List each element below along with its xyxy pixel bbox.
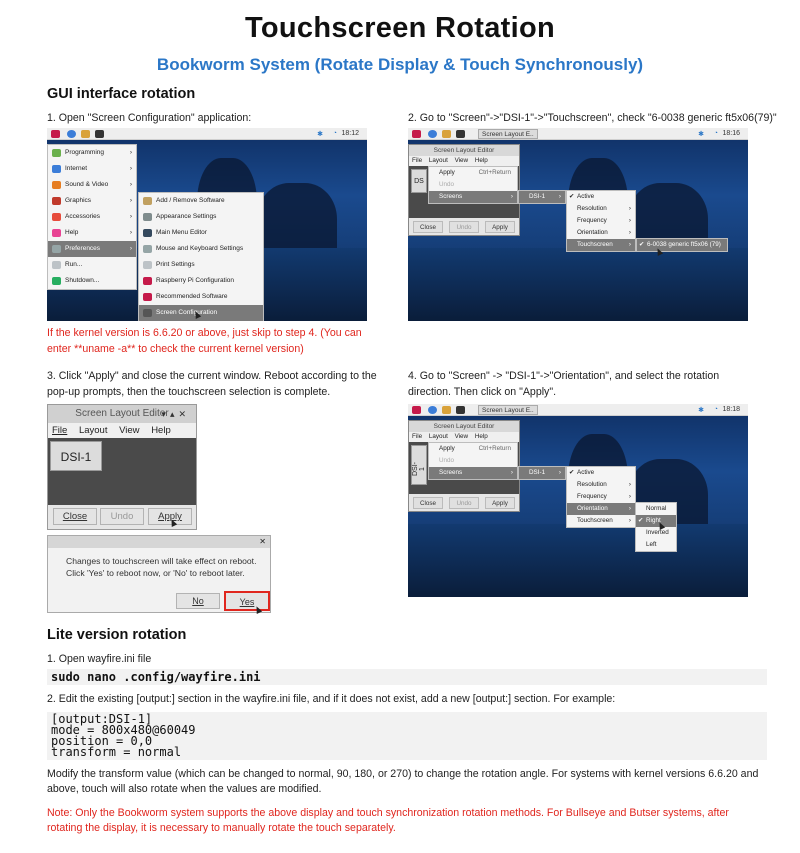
lite-step1-text: 1. Open wayfire.ini file <box>47 653 152 665</box>
undo-button[interactable]: Undo <box>100 508 144 525</box>
lite-step2-text: 2. Edit the existing [output:] section in the wayfire.ini file, and if it does not exist, add a new [output:] section. For example: <box>47 693 616 705</box>
close-button[interactable]: Close <box>413 497 443 509</box>
dsi-resolution[interactable]: Resolution › <box>577 205 631 212</box>
apply-button[interactable]: Apply <box>485 221 515 233</box>
submenu-screen-configuration[interactable]: Screen Configuration <box>139 305 263 321</box>
dsi-touchscreen[interactable]: Touchscreen › <box>577 517 631 524</box>
dsi-box[interactable]: DS <box>411 169 427 193</box>
menu-item-preferences[interactable]: Preferences › <box>48 241 136 257</box>
folder-icon[interactable] <box>442 406 451 414</box>
step1-text: 1. Open "Screen Configuration" application: <box>47 112 252 124</box>
submenu-appearance-settings[interactable]: Appearance Settings <box>139 209 263 225</box>
menu-view[interactable]: View <box>454 433 469 440</box>
window-controls[interactable]: ▾▴✕ <box>161 409 190 419</box>
browser-icon[interactable] <box>428 130 437 138</box>
taskbar-window-button[interactable]: Screen Layout E.. <box>478 129 538 139</box>
menubar <box>409 156 519 166</box>
orientation-left[interactable]: Left <box>646 541 657 548</box>
dsi-submenu <box>566 466 636 528</box>
clock: 18:16 <box>722 130 740 137</box>
step3-text: 3. Click "Apply" and close the current window. Reboot according to the pop-up prompts, then the touchscreen selection is complete. <box>47 370 377 398</box>
apply-button[interactable]: Apply <box>485 497 515 509</box>
screenshot-orientation-menu <box>408 404 748 597</box>
menu-item-accessories[interactable]: Accessories › <box>48 209 136 225</box>
menu-item-programming[interactable]: Programming › <box>48 145 136 161</box>
undo-button[interactable]: Undo <box>449 497 479 509</box>
wifi-icon[interactable]: ◔ <box>713 130 718 137</box>
browser-icon[interactable] <box>428 406 437 414</box>
submenu-main-menu-editor[interactable]: Main Menu Editor <box>139 225 263 241</box>
dsi-submenu <box>566 190 636 252</box>
gui-heading: GUI interface rotation <box>47 86 196 102</box>
menu-item-internet[interactable]: Internet › <box>48 161 136 177</box>
submenu-mouse-keyboard[interactable]: Mouse and Keyboard Settings <box>139 241 263 257</box>
menu-layout[interactable]: Layout <box>428 157 448 164</box>
bluetooth-icon[interactable]: ✱ <box>317 131 323 138</box>
screens-submenu <box>518 190 566 204</box>
dsi-active[interactable]: ✔ Active <box>569 469 595 476</box>
apply-button[interactable]: Apply <box>148 508 192 525</box>
lite-note: Note: Only the Bookworm system supports the above display and touch synchronization rotation methods. For Bullseye and Butser systems, after rotating the display, it is necessary to manually rotate the touch separately. <box>47 807 729 834</box>
menu-file[interactable]: File <box>412 157 423 164</box>
menu-file[interactable]: File <box>412 433 423 440</box>
menu-file[interactable]: File <box>52 425 68 436</box>
page-subtitle: Bookworm System (Rotate Display & Touch Synchronously) <box>156 55 644 74</box>
raspberry-icon[interactable] <box>412 406 421 414</box>
menu-layout[interactable]: Layout <box>428 433 448 440</box>
layout-screens[interactable]: Screens › <box>429 467 517 479</box>
undo-button[interactable]: Undo <box>449 221 479 233</box>
close-icon[interactable]: ✕ <box>48 536 270 548</box>
menu-help[interactable]: Help <box>474 157 488 164</box>
menu-view[interactable]: View <box>119 425 140 436</box>
dsi-resolution[interactable]: Resolution › <box>577 481 631 488</box>
screens-submenu <box>518 466 566 480</box>
terminal-icon[interactable] <box>456 130 465 138</box>
lite-heading: Lite version rotation <box>47 627 187 643</box>
layout-menu <box>428 166 518 204</box>
menubar <box>409 432 519 442</box>
raspberry-icon[interactable] <box>412 130 421 138</box>
step1-note: If the kernel version is 6.6.20 or above, just skip to step 4. (You can enter **uname -a** to check the current kernel version) <box>47 327 362 355</box>
orientation-submenu <box>635 502 677 552</box>
screenshot-start-menu <box>47 128 367 321</box>
bluetooth-icon[interactable]: ✱ <box>698 407 704 414</box>
step2-text: 2. Go to "Screen"->"DSI-1"->"Touchscreen", check "6-0038 generic ft5x06(79)" <box>408 112 777 124</box>
dsi-frequency[interactable]: Frequency › <box>577 493 631 500</box>
layout-undo[interactable]: Undo <box>439 181 455 188</box>
layout-screens[interactable]: Screens › <box>429 191 517 203</box>
code-open-wayfire: sudo nano .config/wayfire.ini <box>47 669 767 685</box>
lite-modify-text: Modify the transform value (which can be changed to normal, 90, 180, or 270) to change the rotation angle. For systems with kernel versions 6.6.20 and above, touch will also rotate when the values are modified. <box>47 768 759 795</box>
layout-apply[interactable]: Apply Ctrl+Return <box>439 445 511 452</box>
taskbar <box>408 404 748 416</box>
terminal-icon[interactable] <box>456 406 465 414</box>
screens-dsi1[interactable]: DSI-1 › <box>519 191 565 203</box>
menu-item-shutdown[interactable]: Shutdown... <box>48 273 136 289</box>
close-button[interactable]: Close <box>413 221 443 233</box>
page-title: Touchscreen Rotation <box>245 12 555 44</box>
close-button[interactable]: Close <box>53 508 97 525</box>
window-title: Screen Layout Editor <box>409 145 519 156</box>
taskbar <box>47 128 367 140</box>
menu-help[interactable]: Help <box>474 433 488 440</box>
yes-button[interactable]: Yes <box>224 591 270 611</box>
wifi-icon[interactable]: ◔ <box>332 130 337 137</box>
screenshot-touchscreen-menu <box>408 128 748 321</box>
clock: 18:12 <box>341 130 359 137</box>
window-title: Screen Layout Editor <box>409 421 519 432</box>
main-menu <box>47 144 137 290</box>
dsi-orientation[interactable]: Orientation › <box>567 503 635 515</box>
menu-item-run[interactable]: Run... <box>48 257 136 273</box>
orientation-right[interactable]: ✔ Right <box>636 515 676 527</box>
window-title: Screen Layout Editor <box>75 408 169 419</box>
submenu-add-remove-software[interactable]: Add / Remove Software <box>139 193 263 209</box>
menu-layout[interactable]: Layout <box>78 425 108 436</box>
dsi-box[interactable]: DSI-1 <box>50 441 102 471</box>
dsi-touchscreen[interactable]: Touchscreen › <box>567 239 635 251</box>
layout-undo[interactable]: Undo <box>439 457 455 464</box>
submenu-print-settings[interactable]: Print Settings <box>139 257 263 273</box>
submenu-raspberry-pi-config[interactable]: Raspberry Pi Configuration <box>139 273 263 289</box>
clock: 18:18 <box>722 406 740 413</box>
taskbar-window-button[interactable]: Screen Layout E.. <box>478 405 538 415</box>
raspberry-icon[interactable] <box>51 130 60 138</box>
folder-icon[interactable] <box>442 130 451 138</box>
step4-text: 4. Go to "Screen" -> "DSI-1"->"Orientation", and select the rotation direction. Then click on "Apply". <box>408 370 720 398</box>
dsi-active[interactable]: ✔ Active <box>569 193 595 200</box>
menu-item-graphics[interactable]: Graphics › <box>48 193 136 209</box>
dsi-box-rotated[interactable]: DSI-1 <box>411 445 427 485</box>
terminal-icon[interactable] <box>95 130 104 138</box>
taskbar <box>408 128 748 140</box>
layout-menu <box>428 442 518 480</box>
wifi-icon[interactable]: ◔ <box>713 406 718 413</box>
menu-view[interactable]: View <box>454 157 469 164</box>
bluetooth-icon[interactable]: ✱ <box>698 131 704 138</box>
folder-icon[interactable] <box>81 130 90 138</box>
layout-apply[interactable]: Apply Ctrl+Return <box>439 169 511 176</box>
menubar <box>48 423 196 438</box>
reboot-dialog <box>47 535 271 613</box>
dsi-orientation[interactable]: Orientation › <box>577 229 631 236</box>
no-button[interactable]: No <box>176 593 220 609</box>
browser-icon[interactable] <box>67 130 76 138</box>
screen-layout-editor-large <box>47 404 197 530</box>
menu-item-help[interactable]: Help › <box>48 225 136 241</box>
menu-item-sound-video[interactable]: Sound & Video › <box>48 177 136 193</box>
orientation-inverted[interactable]: Inverted <box>646 529 669 536</box>
menu-help[interactable]: Help <box>151 425 171 436</box>
touchscreen-submenu <box>636 238 728 252</box>
code-output-section: [output:DSI-1] mode = 800x480@60049 position = 0,0 transform = normal <box>47 712 767 760</box>
dialog-message: Changes to touchscreen will take effect on reboot. Click 'Yes' to reboot now, or 'No' to reboot later. <box>66 556 257 578</box>
screens-dsi1[interactable]: DSI-1 › <box>519 467 565 479</box>
orientation-normal[interactable]: Normal <box>646 505 667 512</box>
preferences-submenu <box>138 192 264 321</box>
submenu-recommended-software[interactable]: Recommended Software <box>139 289 263 305</box>
dsi-frequency[interactable]: Frequency › <box>577 217 631 224</box>
touch-option-ft5x06[interactable]: ✔ 6-0038 generic ft5x06 (79) <box>637 239 727 251</box>
